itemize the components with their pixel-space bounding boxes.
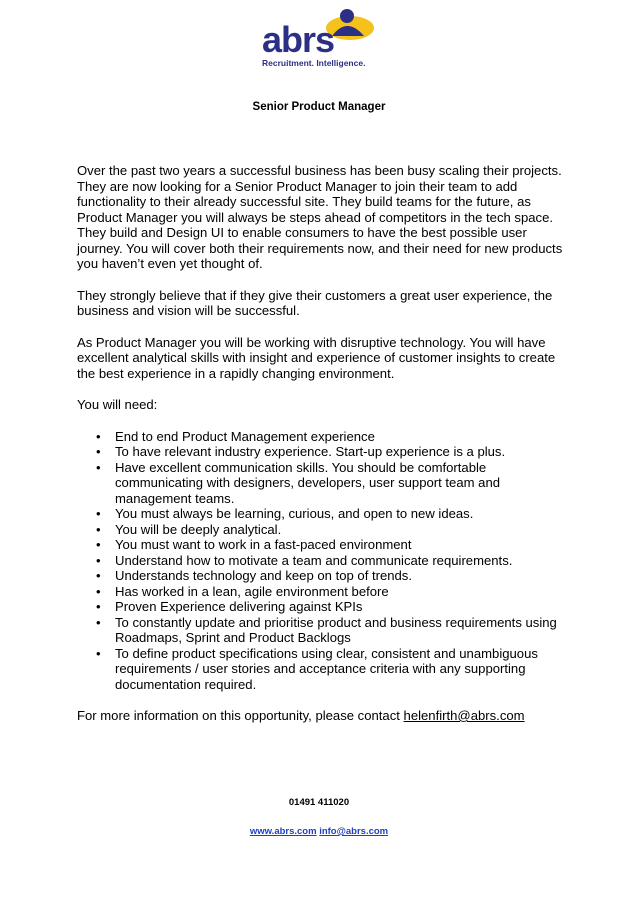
requirement-item bbox=[96, 568, 567, 584]
requirement-item bbox=[96, 444, 567, 460]
footer-website-link[interactable]: www.abrs.com bbox=[249, 826, 317, 837]
bullet-icon: • bbox=[96, 444, 101, 459]
contact-paragraph bbox=[77, 708, 567, 724]
requirements-list bbox=[77, 429, 567, 693]
bullet-icon: • bbox=[96, 583, 101, 599]
requirement-item bbox=[96, 583, 567, 600]
footer-phone: 01491 411020 bbox=[288, 797, 350, 808]
abrs-logo bbox=[258, 6, 384, 72]
requirement-text: To define product specifications using clear, consistent and unambiguous requirements / user stories and acceptance criteria with any supporting documentation required. bbox=[115, 645, 538, 692]
requirement-item bbox=[96, 537, 567, 553]
requirement-item bbox=[96, 552, 567, 569]
logo-wordmark: abrs bbox=[262, 19, 335, 60]
requirement-text: Understands technology and keep on top of trends. bbox=[115, 568, 412, 583]
footer-links bbox=[0, 826, 638, 837]
page-title: Senior Product Manager bbox=[252, 101, 386, 113]
requirement-item bbox=[96, 428, 567, 445]
bullet-icon: • bbox=[96, 537, 101, 552]
requirement-text: To constantly update and prioritise product and business requirements using Roadmaps, Sprint and Product Backlogs bbox=[115, 614, 557, 645]
belief-paragraph: They strongly believe that if they give their customers a great user experience, the business and vision will be successful. bbox=[77, 287, 553, 318]
requirement-item bbox=[96, 459, 567, 507]
need-heading: You will need: bbox=[77, 397, 158, 412]
bullet-icon: • bbox=[96, 645, 101, 661]
role-paragraph: As Product Manager you will be working with disruptive technology. You will have excellent analytical skills with insight and experience of customer insights to create the best experience in a rapidly changing environment. bbox=[77, 334, 556, 381]
bullet-icon: • bbox=[96, 552, 101, 568]
requirement-item bbox=[96, 614, 567, 646]
bullet-icon: • bbox=[96, 506, 101, 521]
requirement-item bbox=[96, 506, 567, 522]
bullet-icon: • bbox=[96, 614, 101, 630]
requirement-text: You will be deeply analytical. bbox=[115, 521, 282, 537]
requirement-text: Has worked in a lean, agile environment before bbox=[115, 583, 389, 599]
requirement-text: End to end Product Management experience bbox=[115, 428, 375, 444]
requirement-text: Proven Experience delivering against KPIs bbox=[115, 599, 363, 614]
contact-email-link[interactable]: helenfirth@abrs.com bbox=[403, 708, 525, 723]
contact-text: For more information on this opportunity, please contact bbox=[77, 708, 404, 723]
requirement-item bbox=[96, 599, 567, 615]
requirement-item bbox=[96, 645, 567, 693]
requirement-text: To have relevant industry experience. Start-up experience is a plus. bbox=[115, 444, 506, 459]
bullet-icon: • bbox=[96, 459, 101, 475]
bullet-icon: • bbox=[96, 428, 101, 444]
requirement-text: You must always be learning, curious, and open to new ideas. bbox=[115, 506, 474, 521]
logo-tagline: Recruitment. Intelligence. bbox=[262, 58, 366, 68]
footer-email-link[interactable]: info@abrs.com bbox=[319, 826, 389, 837]
document-body bbox=[77, 163, 567, 740]
requirement-text: You must want to work in a fast-paced environment bbox=[115, 537, 412, 552]
requirement-text: Understand how to motivate a team and communicate requirements. bbox=[115, 552, 513, 568]
intro-paragraph: Over the past two years a successful business has been busy scaling their projects. They are now looking for a Senior Product Manager to join their team to add functionality to their already successful site. They build teams for the future, as Product Manager you will always be steps ahead of competitors in the tech space. They build and Design UI to enable consumers to have the best possible user journey. You will cover both their requirements now, and their need for new products you haven’t even yet thought of. bbox=[77, 163, 563, 271]
bullet-icon: • bbox=[96, 521, 101, 537]
bullet-icon: • bbox=[96, 568, 101, 583]
requirement-item bbox=[96, 521, 567, 538]
requirement-text: Have excellent communication skills. You should be comfortable communicating with designers, developers, user support team and management teams. bbox=[115, 459, 501, 506]
bullet-icon: • bbox=[96, 599, 101, 614]
